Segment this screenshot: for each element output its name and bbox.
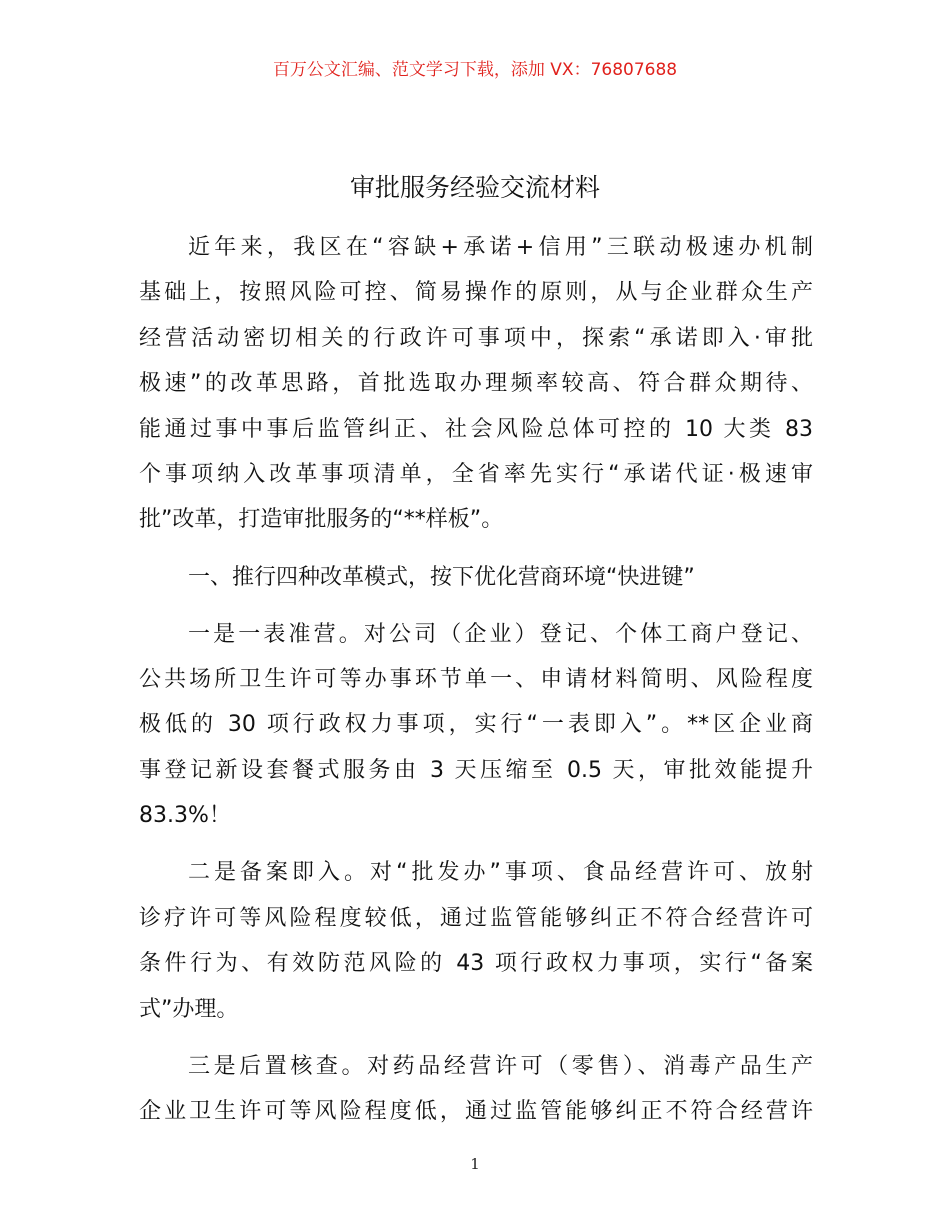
text-line: 三是后置核查。对药品经营许可（零售）、消毒产品生产 <box>188 1053 813 1079</box>
text-line: 批”改革，打造审批服务的“**样板”。 <box>139 507 504 533</box>
section-heading-1 <box>139 555 813 600</box>
text-line: 极低的 30 项行政权力事项，实行“一表即入”。**区企业商 <box>139 712 813 738</box>
paragraph-one-form <box>139 612 813 839</box>
text-line: 一、推行四种改革模式，按下优化营商环境“快进键” <box>188 564 695 590</box>
document-body <box>139 225 813 1146</box>
text-line: 企业卫生许可等风险程度低，通过监管能够纠正不符合经营许 <box>139 1099 813 1125</box>
text-line: 个事项纳入改革事项清单，全省率先实行“承诺代证·极速审 <box>139 462 813 488</box>
text-line: 条件行为、有效防范风险的 43 项行政权力事项，实行“备案 <box>139 951 813 977</box>
text-line: 经营活动密切相关的行政许可事项中，探索“承诺即入·审批 <box>139 325 813 351</box>
text-line: 式”办理。 <box>139 996 239 1022</box>
text-line: 83.3%！ <box>139 803 231 829</box>
text-line: 诊疗许可等风险程度较低，通过监管能够纠正不符合经营许可 <box>139 905 813 931</box>
text-line: 极速”的改革思路，首批选取办理频率较高、符合群众期待、 <box>139 371 813 397</box>
text-line: 近年来，我区在“容缺+承诺+信用”三联动极速办机制 <box>188 235 813 260</box>
header-banner: 百万公文汇编、范文学习下载，添加 VX：76807688 <box>272 60 678 80</box>
text-line: 能通过事中事后监管纠正、社会风险总体可控的 10 大类 83 <box>139 416 813 442</box>
text-line: 二是备案即入。对“批发办”事项、食品经营许可、放射 <box>188 860 813 886</box>
text-line: 一是一表准营。对公司（企业）登记、个体工商户登记、 <box>188 621 813 647</box>
paragraph-intro <box>139 225 813 543</box>
text-line: 事登记新设套餐式服务由 3 天压缩至 0.5 天，审批效能提升 <box>139 757 813 783</box>
document-title: 审批服务经验交流材料 <box>349 173 600 202</box>
page-number: 1 <box>470 1155 480 1173</box>
paragraph-filing <box>139 850 813 1032</box>
text-line: 公共场所卫生许可等办事环节单一、申请材料简明、风险程度 <box>139 667 813 693</box>
text-line: 基础上，按照风险可控、简易操作的原则，从与企业群众生产 <box>139 280 813 306</box>
paragraph-post-check <box>139 1044 813 1135</box>
